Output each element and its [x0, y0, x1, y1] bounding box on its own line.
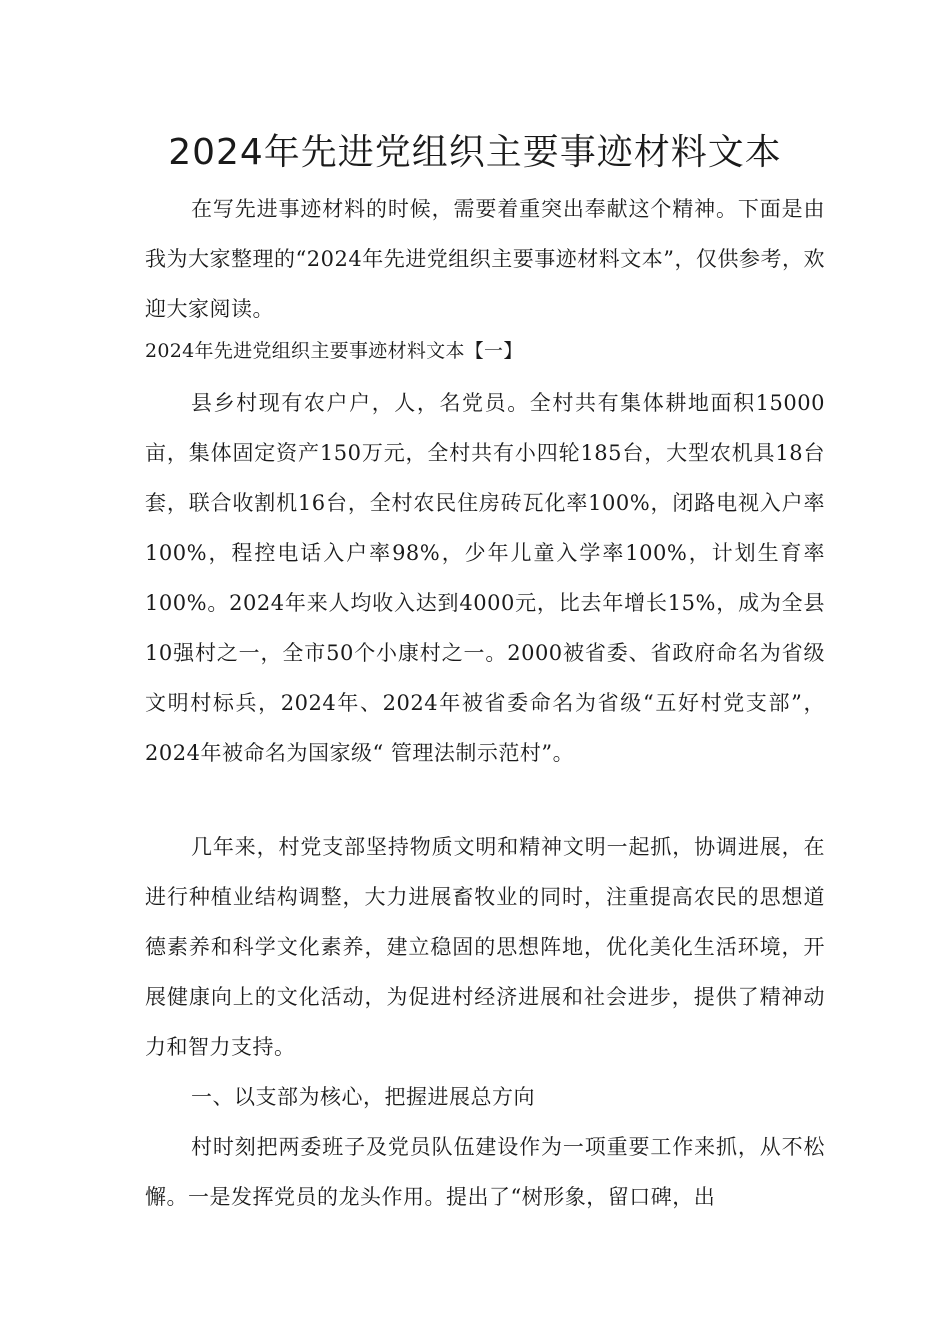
document-title: 2024年先进党组织主要事迹材料文本 [168, 132, 782, 173]
section-heading: 2024年先进党组织主要事迹材料文本【一】 [145, 340, 523, 362]
body-paragraph-1: 县乡村现有农户户，人，名党员。全村共有集体耕地面积15000亩，集体固定资产150万元，全村共有小四轮185台，大型农机具18台套，联合收割机16台，全村农民住房砖瓦化率100%，闭路电视入户率100%，程控电话入户率98%，少年儿童入学率100%，计划生育率100%。2024年来人均收入达到4000元，比去年增长15%，成为全县10强村之一，全市50个小康村之一。2000被省委、省政府命名为省级文明村标兵，2024年、2024年被省委命名为省级“五好村党支部”，2024年被命名为国家级“ 管理法制示范村”。 [145, 391, 825, 765]
subheading-1: 一、以支部为核心，把握进展总方向 [191, 1085, 535, 1109]
body-paragraph-3: 村时刻把两委班子及党员队伍建设作为一项重要工作来抓，从不松懈。一是发挥党员的龙头作用。提出了“树形象，留口碑，出 [145, 1135, 825, 1209]
body-paragraph-2: 几年来，村党支部坚持物质文明和精神文明一起抓，协调进展，在进行种植业结构调整，大力进展畜牧业的同时，注重提高农民的思想道德素养和科学文化素养，建立稳固的思想阵地，优化美化生活环境，开展健康向上的文化活动，为促进村经济进展和社会进步，提供了精神动力和智力支持。 [145, 835, 825, 1059]
intro-paragraph: 在写先进事迹材料的时候，需要着重突出奉献这个精神。下面是由我为大家整理的“2024年先进党组织主要事迹材料文本”，仅供参考，欢迎大家阅读。 [145, 197, 825, 321]
